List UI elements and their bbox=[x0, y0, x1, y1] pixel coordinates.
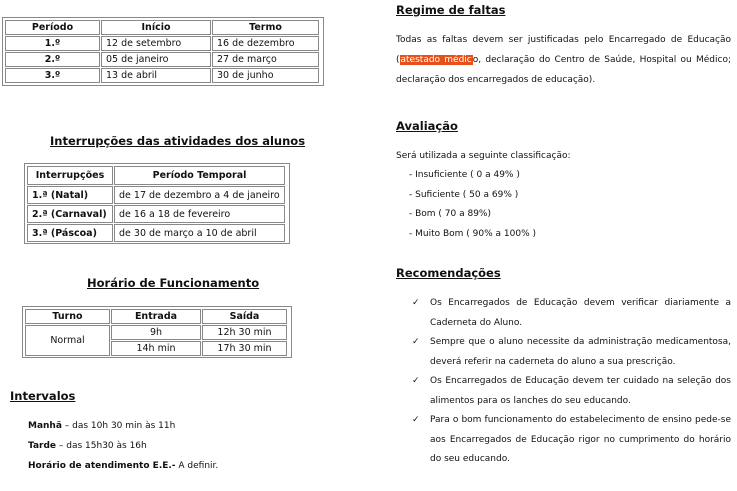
checkmark-icon: ✓ bbox=[412, 298, 420, 308]
table-header-cell: Período bbox=[5, 20, 100, 35]
table-cell: 3.ª (Páscoa) bbox=[27, 224, 113, 242]
table-header-cell: Início bbox=[101, 20, 211, 35]
absences-text-before: Todas as faltas devem ser justificadas pelo Encarregado de Educação ( bbox=[396, 35, 731, 65]
schedule-title: Horário de Funcionamento bbox=[87, 276, 260, 290]
list-item bbox=[398, 333, 731, 372]
service-label: Horário de atendimento E.E.- bbox=[28, 461, 176, 471]
table-row bbox=[5, 36, 319, 51]
evaluation-intro: Será utilizada a seguinte classificação: bbox=[396, 151, 571, 161]
table-cell: 16 de dezembro bbox=[212, 36, 319, 51]
morning-text: – das 10h 30 min às 11h bbox=[61, 421, 176, 431]
table-cell: 2.º bbox=[5, 52, 100, 67]
table-cell: 1.ª (Natal) bbox=[27, 186, 113, 204]
evaluation-title: Avaliação bbox=[396, 119, 458, 133]
schedule-table bbox=[24, 308, 288, 357]
checkmark-icon: ✓ bbox=[412, 337, 420, 347]
table-header-row bbox=[25, 309, 287, 324]
list-item bbox=[398, 372, 731, 411]
table-cell: 12 de setembro bbox=[101, 36, 211, 51]
classification-item: - Muito Bom ( 90% a 100% ) bbox=[409, 228, 536, 239]
table-cell: 1.º bbox=[5, 36, 100, 51]
table-header-row bbox=[27, 166, 285, 185]
morning-label: Manhã bbox=[28, 421, 62, 431]
table-row bbox=[5, 68, 319, 83]
table-row bbox=[27, 224, 285, 242]
recommendation-text: Os Encarregados de Educação devem ter cuidado na seleção dos alimentos para os lanches do seu educando. bbox=[430, 376, 731, 406]
table-row bbox=[25, 325, 287, 340]
table-cell: 3.º bbox=[5, 68, 100, 83]
table-header-cell: Entrada bbox=[111, 309, 201, 324]
table-header-cell: Termo bbox=[212, 20, 319, 35]
table-cell: 05 de janeiro bbox=[101, 52, 211, 67]
absences-paragraph bbox=[396, 30, 731, 90]
morning-interval bbox=[28, 416, 308, 436]
checkmark-icon: ✓ bbox=[412, 376, 420, 386]
highlighted-text: atestado médic bbox=[400, 55, 472, 65]
service-hours bbox=[28, 456, 308, 476]
evaluation-section bbox=[396, 146, 731, 244]
intervals-title: Intervalos bbox=[10, 389, 76, 403]
table-row bbox=[27, 205, 285, 223]
absences-title: Regime de faltas bbox=[396, 3, 506, 17]
table-cell: 13 de abril bbox=[101, 68, 211, 83]
afternoon-text: – das 15h30 às 16h bbox=[56, 441, 147, 451]
table-cell: de 17 de dezembro a 4 de janeiro bbox=[114, 186, 285, 204]
periods-table-frame bbox=[2, 17, 324, 86]
intervals-list bbox=[28, 416, 308, 476]
table-header-cell: Turno bbox=[25, 309, 110, 324]
table-header-cell: Saída bbox=[202, 309, 287, 324]
absences-text-after: o, declaração do Centro de Saúde, Hospital ou Médico; declaração dos encarregados de educação). bbox=[396, 55, 731, 85]
recommendations-list bbox=[398, 294, 731, 470]
classification-item: - Insuficiente ( 0 a 49% ) bbox=[409, 170, 520, 180]
table-cell: 30 de junho bbox=[212, 68, 319, 83]
recommendation-text: Os Encarregados de Educação devem verificar diariamente a Caderneta do Aluno. bbox=[430, 298, 731, 328]
table-row bbox=[5, 52, 319, 67]
table-cell: 2.ª (Carnaval) bbox=[27, 205, 113, 223]
table-cell: de 16 a 18 de fevereiro bbox=[114, 205, 285, 223]
periods-table bbox=[4, 19, 320, 84]
table-cell: 12h 30 min bbox=[202, 325, 287, 340]
list-item bbox=[398, 294, 731, 333]
table-cell: de 30 de março a 10 de abril bbox=[114, 224, 285, 242]
recommendation-text: Para o bom funcionamento do estabelecimento de ensino pede-se aos Encarregados de Educação rigor no cumprimento do horário do seu educando. bbox=[430, 415, 731, 464]
table-cell: 17h 30 min bbox=[202, 341, 287, 356]
interruptions-table-frame bbox=[24, 163, 290, 244]
service-text: A definir. bbox=[175, 461, 219, 471]
recommendations-title: Recomendações bbox=[396, 266, 501, 280]
table-cell: 27 de março bbox=[212, 52, 319, 67]
afternoon-interval bbox=[28, 436, 308, 456]
table-row bbox=[27, 186, 285, 204]
schedule-table-frame bbox=[22, 306, 292, 358]
table-header-cell: Período Temporal bbox=[114, 166, 285, 185]
table-cell: 9h bbox=[111, 325, 201, 340]
classification-item: - Bom ( 70 a 89%) bbox=[409, 209, 491, 219]
table-cell: Normal bbox=[25, 325, 110, 356]
recommendation-text: Sempre que o aluno necessite da administração medicamentosa, deverá referir na caderneta do aluno a sua prescrição. bbox=[430, 337, 731, 367]
interruptions-table bbox=[26, 165, 286, 243]
table-cell: 14h min bbox=[111, 341, 201, 356]
classification-item: - Suficiente ( 50 a 69% ) bbox=[409, 189, 519, 200]
table-header-cell: Interrupções bbox=[27, 166, 113, 185]
list-item bbox=[398, 411, 731, 470]
checkmark-icon: ✓ bbox=[412, 415, 420, 425]
interruptions-title: Interrupções das atividades dos alunos bbox=[50, 134, 306, 148]
afternoon-label: Tarde bbox=[28, 441, 57, 451]
table-header-row bbox=[5, 20, 319, 35]
